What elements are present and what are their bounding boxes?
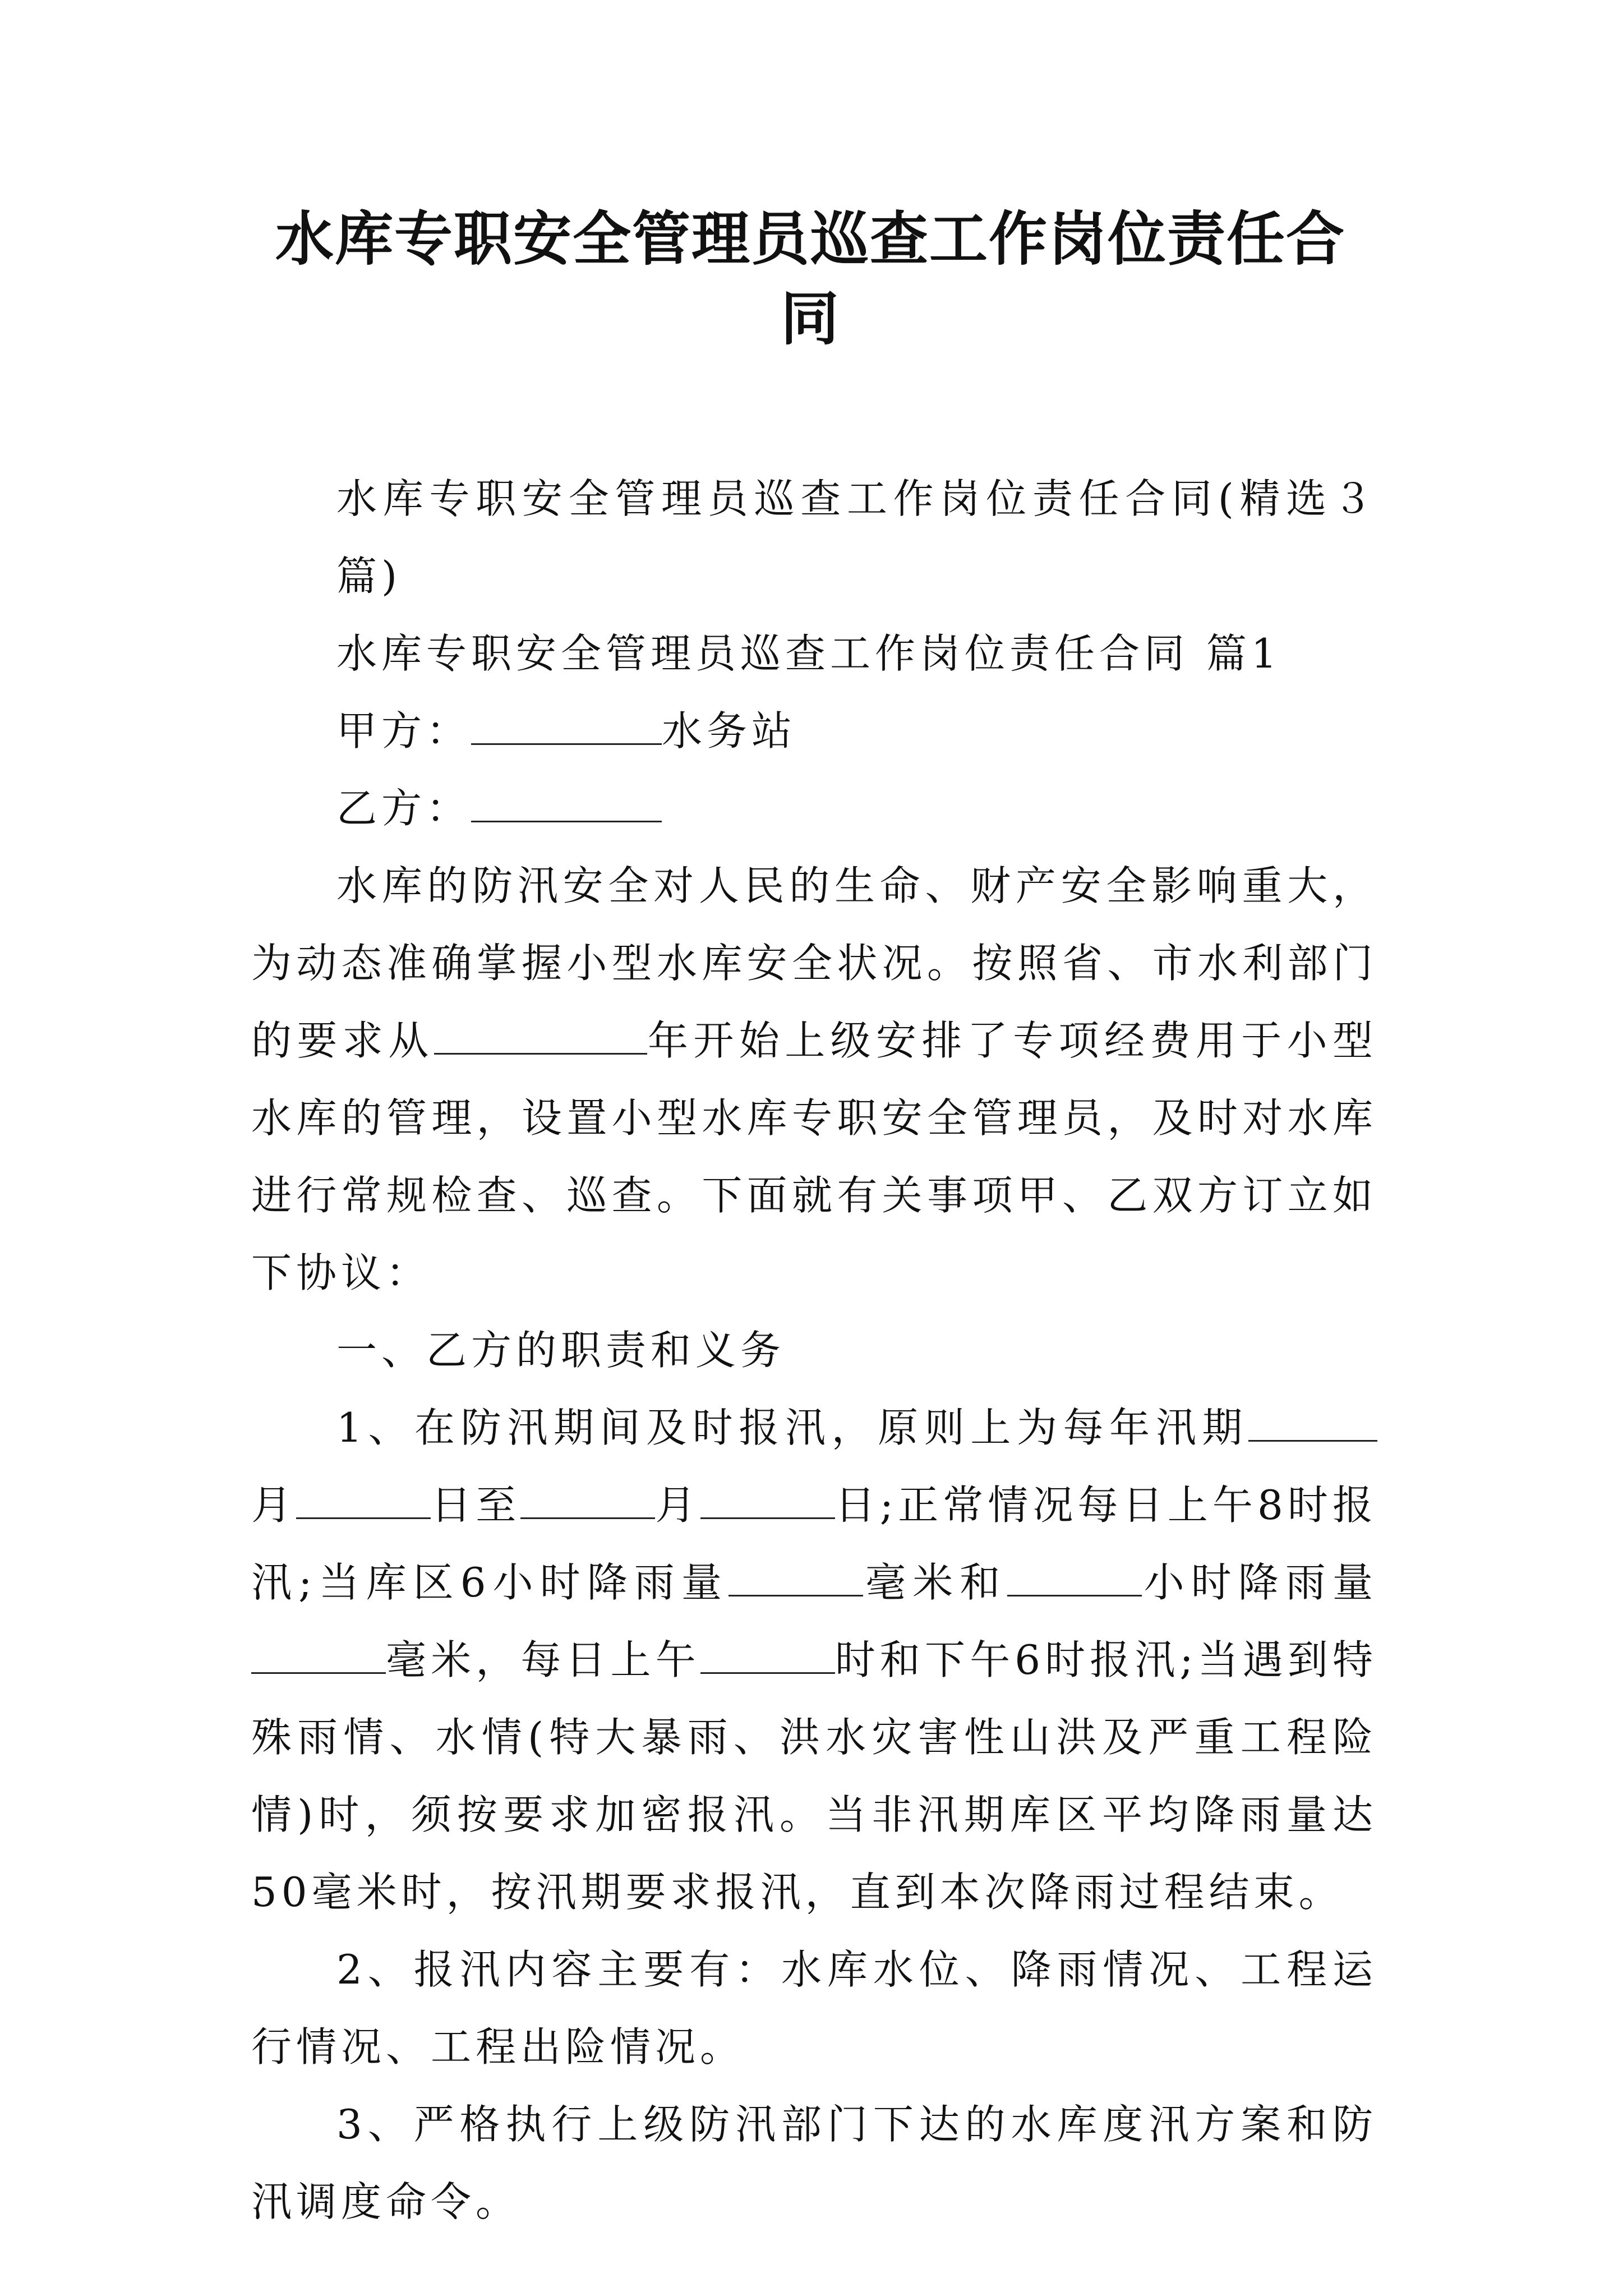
- section-1-heading: 一、乙方的职责和义务: [336, 1327, 786, 1374]
- item-1-text-h: 毫米，每日上午: [386, 1636, 700, 1683]
- document-title: 水库专职安全管理员巡查工作岗位责任合同: [275, 205, 1345, 353]
- party-b-blank: [471, 787, 662, 822]
- rainfall-hours-blank: [1007, 1561, 1142, 1596]
- rainfall-6h-blank: [728, 1561, 863, 1596]
- item-1-text-g: 小时降雨量: [1141, 1559, 1377, 1606]
- intro-paragraph: [251, 847, 1377, 1312]
- party-b-label: 乙方：: [336, 785, 472, 832]
- party-a-label: 甲方：: [336, 707, 472, 754]
- flood-start-month-blank: [1248, 1406, 1377, 1442]
- item-1-text-i: 时和下午6时报汛;当遇到特殊雨情、水情(特大暴雨、洪水灾害性山洪及严重工程险情)时，须按要求加密报汛。当非汛期库区平均降雨量达50毫米时，按汛期要求报汛，直到本次降雨过程结束。: [251, 1636, 1377, 1916]
- item-1-text-f: 毫米和: [863, 1559, 1007, 1606]
- party-a-line: [251, 692, 1377, 770]
- flood-end-month-blank: [520, 1484, 655, 1519]
- item-2-paragraph: 2、报汛内容主要有：水库水位、降雨情况、工程运行情况、工程出险情况。: [251, 1946, 1377, 2070]
- intro-text-2: 年开始上级安排了专项经费用于小型水库的管理，设置小型水库专职安全管理员，及时对水库进行常规检查、巡查。下面就有关事项甲、乙双方订立如下协议：: [251, 1017, 1377, 1296]
- heading-collection: 水库专职安全管理员巡查工作岗位责任合同(精选３篇): [336, 475, 1377, 600]
- flood-start-day-blank: [296, 1484, 431, 1519]
- item-1-text-a: 1、在防汛期间及时报汛，原则上为每年汛期: [336, 1404, 1248, 1451]
- item-3-paragraph: 3、严格执行上级防汛部门下达的水库度汛方案和防汛调度命令。: [251, 2101, 1377, 2225]
- document-body: [251, 460, 1377, 2240]
- intro-text-1: 水库的防汛安全对人民的生命、财产安全影响重大，为动态准确掌握小型水库安全状况。按照省、市水利部门的要求从: [251, 862, 1377, 1064]
- heading-part: 水库专职安全管理员巡查工作岗位责任合同 篇1: [336, 630, 1281, 677]
- party-b-line: [251, 770, 1377, 847]
- item-1-text-c: 日至: [431, 1481, 521, 1529]
- rainfall-mm-blank: [251, 1639, 386, 1674]
- item-1-text-b: 月: [251, 1481, 297, 1529]
- party-a-blank: [471, 710, 662, 745]
- morning-hour-blank: [700, 1639, 835, 1674]
- item-1-paragraph: [251, 1389, 1377, 1931]
- year-blank: [434, 1019, 647, 1055]
- item-1-text-d: 月: [655, 1481, 700, 1529]
- item-1-text-e: 日;正常情况每日上午8时报汛;当库区6小时降雨量: [251, 1481, 1377, 1606]
- flood-end-day-blank: [700, 1484, 835, 1519]
- party-a-suffix: 水务站: [662, 707, 797, 754]
